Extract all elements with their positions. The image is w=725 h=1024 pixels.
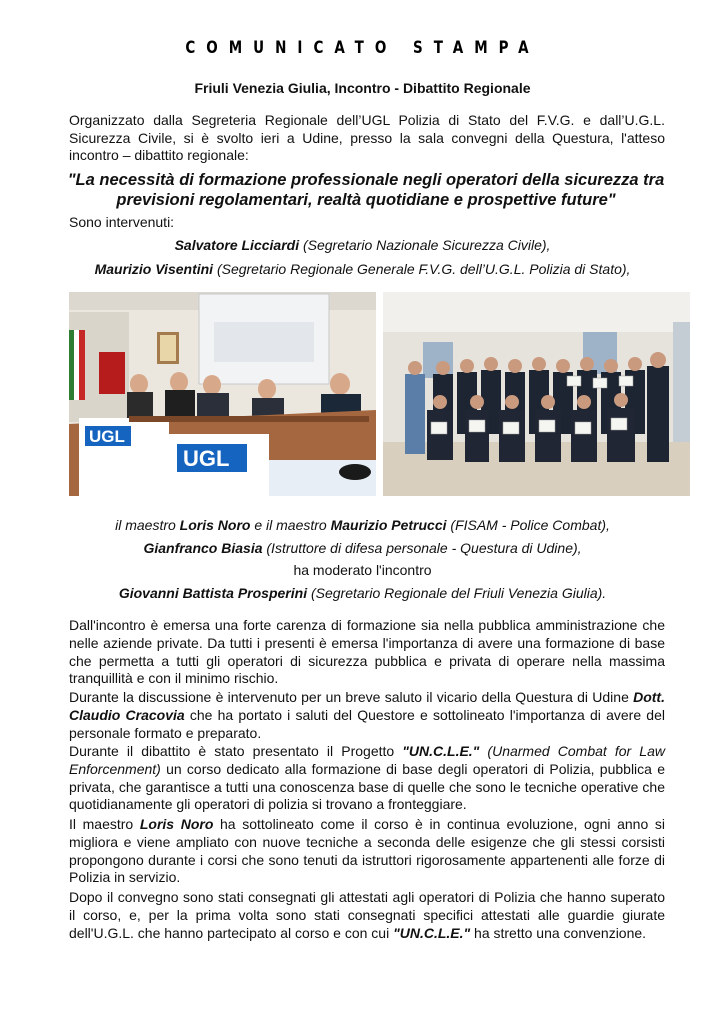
page-header-title: COMUNICATO STAMPA [185,36,540,58]
speaker-role: (Segretario Regionale Generale F.V.G. dell’U.G.L. Polizia di Stato), [213,261,631,277]
paragraph-name: "UN.C.L.E." [393,924,471,941]
body-paragraph-5 [69,889,665,942]
credit-line-instructor [0,540,725,556]
speaker-line [0,261,725,277]
speaker-role: (Segretario Nazionale Sicurezza Civile), [299,237,551,253]
paragraph-name: Loris Noro [139,816,214,832]
paragraph-text: ha stretto una convenzione. [470,924,647,941]
body-paragraph-4 [69,816,665,887]
body-paragraph-1: Dall'incontro è emersa una forte carenza di formazione sia nella pubblica amministrazione che nelle aziende private. Da tutti i presenti è emersa l'importanza di avere una formazione di base che permetta a tutti gli operatori di sicurezza pubblica e privata di operare nella massima tranquillità e con il minimo rischio. [69,617,665,687]
subtitle: Friuli Venezia Giulia, Incontro - Dibattito Regionale [194,80,531,96]
credit-name: Gianfranco Biasia [143,540,263,556]
paragraph-text: Il maestro [69,816,140,832]
paragraph-text: un corso dedicato alla formazione di base degli operatori di Polizia, pubblica e privata, che garantisce a tutti una conoscenza base di quelle che sono le tecniche operative che quotidianamente gli operatori di polizia si trovano a fronteggiare. [69,760,665,813]
credit-text: (FISAM - Police Combat), [446,517,610,533]
photo-conference-table-art [69,292,376,496]
paragraph-italic: (Unarmed Combat for Law Enforcenment) [69,743,665,777]
speakers-heading: Sono intervenuti: [69,214,175,230]
speaker-name: Maurizio Visentini [94,261,214,277]
photo-conference-table [69,292,376,496]
credit-line-moderator-label: ha moderato l'incontro [293,562,432,578]
photo-group-art [383,292,690,496]
credit-text: il maestro [115,517,180,533]
paragraph-name: Dott. Claudio Cracovia [69,689,665,723]
speaker-line [0,237,725,253]
photo-group [383,292,690,496]
paragraph-text: ha sottolineato come il corso è in continua evoluzione, ogni anno si migliora e viene ampliato con nuove tecniche a seconda delle esigenze che gli stessi corsisti propongono durante i corsi che sono tenuti da istruttori rigorosamente appartenenti alle forze di Polizia in servizio. [69,816,665,886]
paragraph-text: che ha portato i saluti del Questore e sottolineato l'importanza di avere del personale formato e preparato. [69,706,665,741]
banner-ugl-text-1: UGL [89,427,125,446]
credit-name: Maurizio Petrucci [330,517,447,533]
credit-line-masters [0,517,725,533]
event-title-quote: "La necessità di formazione professionale negli operatori della sicurezza tra previsioni regolamentari, realtà quotidiane e prospettive future" [67,171,665,209]
paragraph-name: "UN.C.L.E." [402,743,480,759]
body-paragraph-3 [69,743,665,814]
intro-paragraph: Organizzato dalla Segreteria Regionale dell’UGL Polizia di Stato del F.V.G. e dall’U.G.L. Sicurezza Civile, si è svolto ieri a Udine, presso la sala convegni della Questura, l'atteso incontro – dibattito regionale: [69,112,665,163]
credit-text: (Istruttore di difesa personale - Questura di Udine), [262,540,582,556]
banner-ugl-text-3: UGL [183,446,230,471]
credit-text: e il maestro [250,517,331,533]
paragraph-text: Durante il dibattito è stato presentato il Progetto [69,743,403,759]
credit-line-moderator [0,585,725,601]
credit-text: (Segretario Regionale del Friuli Venezia Giulia). [307,585,607,601]
body-paragraph-2 [69,689,665,742]
paragraph-text: Dopo il convegno sono stati consegnati gli attestati agli operatori di Polizia che hanno superato il corso, e, per la prima volta sono stati consegnati specifici attestati alle guardie giurate dell'U.G.L. che hanno partecipato al corso e con cui [69,889,665,941]
speaker-name: Salvatore Licciardi [174,237,300,253]
credit-name: Loris Noro [179,517,251,533]
paragraph-text: Durante la discussione è intervenuto per un breve saluto il vicario della Questura di Udine [69,689,634,705]
credit-name: Giovanni Battista Prosperini [118,585,308,601]
